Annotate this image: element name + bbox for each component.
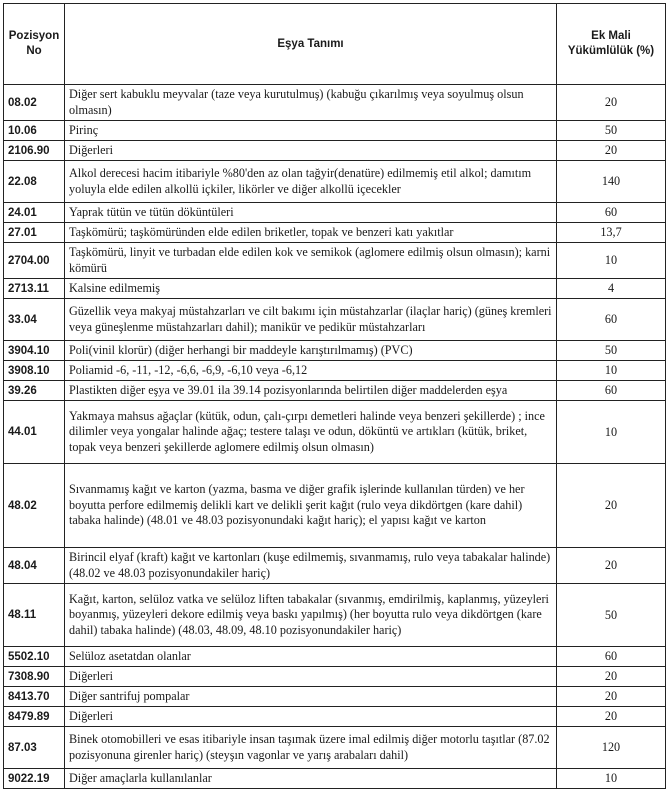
item-description: Selüloz asetatdan olanlar [65, 647, 557, 667]
table-row [4, 85, 666, 121]
position-code: 3904.10 [4, 341, 65, 361]
table-row [4, 687, 666, 707]
item-description: Taşkömürü, linyit ve turbadan elde edilen kok ve semikok (aglomere edilmiş olsun olmasın); karni kömürü [65, 243, 557, 279]
table-row [4, 279, 666, 299]
position-code: 22.08 [4, 161, 65, 203]
position-code: 2106.90 [4, 141, 65, 161]
extra-liability-rate: 140 [557, 161, 666, 203]
position-code: 44.01 [4, 401, 65, 464]
extra-liability-rate: 13,7 [557, 223, 666, 243]
extra-liability-rate: 20 [557, 707, 666, 727]
tariff-table [3, 3, 666, 789]
item-description: Diğer amaçlarla kullanılanlar [65, 769, 557, 789]
item-description: Taşkömürü; taşkömüründen elde edilen briketler, topak ve benzeri katı yakıtlar [65, 223, 557, 243]
position-code: 48.02 [4, 464, 65, 548]
extra-liability-rate: 60 [557, 381, 666, 401]
extra-liability-rate: 10 [557, 361, 666, 381]
extra-liability-rate: 60 [557, 299, 666, 341]
position-code: 48.04 [4, 548, 65, 584]
table-row [4, 707, 666, 727]
table-row [4, 727, 666, 769]
table-row [4, 243, 666, 279]
extra-liability-rate: 10 [557, 401, 666, 464]
position-code: 87.03 [4, 727, 65, 769]
item-description: Pirinç [65, 121, 557, 141]
extra-liability-rate: 20 [557, 464, 666, 548]
extra-liability-rate: 4 [557, 279, 666, 299]
position-code: 33.04 [4, 299, 65, 341]
header-extra-liability: Ek Mali Yükümlülük (%) [557, 4, 666, 85]
extra-liability-rate: 120 [557, 727, 666, 769]
position-code: 08.02 [4, 85, 65, 121]
table-row [4, 464, 666, 548]
table-row [4, 203, 666, 223]
extra-liability-rate: 50 [557, 341, 666, 361]
header-position-no: Pozisyon No [4, 4, 65, 85]
position-code: 9022.19 [4, 769, 65, 789]
position-code: 2713.11 [4, 279, 65, 299]
table-row [4, 141, 666, 161]
table-row [4, 584, 666, 647]
item-description: Plastikten diğer eşya ve 39.01 ila 39.14 pozisyonlarında belirtilen diğer maddelerden eşya [65, 381, 557, 401]
position-code: 8479.89 [4, 707, 65, 727]
extra-liability-rate: 50 [557, 121, 666, 141]
item-description: Kalsine edilmemiş [65, 279, 557, 299]
table-row [4, 161, 666, 203]
item-description: Diğer sert kabuklu meyvalar (taze veya kurutulmuş) (kabuğu çıkarılmış veya soyulmuş olsun olmasın) [65, 85, 557, 121]
table-row [4, 361, 666, 381]
item-description: Diğerleri [65, 141, 557, 161]
item-description: Birincil elyaf (kraft) kağıt ve kartonları (kuşe edilmemiş, sıvanmamış, rulo veya tabakalar halinde) (48.02 ve 48.03 pozisyonundakiler hariç) [65, 548, 557, 584]
extra-liability-rate: 20 [557, 85, 666, 121]
table-row [4, 299, 666, 341]
item-description: Poli(vinil klorür) (diğer herhangi bir maddeyle karıştırılmamış) (PVC) [65, 341, 557, 361]
table-row [4, 223, 666, 243]
position-code: 5502.10 [4, 647, 65, 667]
extra-liability-rate: 50 [557, 584, 666, 647]
item-description: Diğerleri [65, 707, 557, 727]
position-code: 2704.00 [4, 243, 65, 279]
extra-liability-rate: 20 [557, 141, 666, 161]
item-description: Güzellik veya makyaj müstahzarları ve cilt bakımı için müstahzarlar (ilaçlar hariç) (güneş kremleri veya güneşlenme müstahzarları dahil); manikür ve pedikür müstahzarları [65, 299, 557, 341]
extra-liability-rate: 10 [557, 243, 666, 279]
table-row [4, 381, 666, 401]
position-code: 24.01 [4, 203, 65, 223]
header-description: Eşya Tanımı [65, 4, 557, 85]
position-code: 39.26 [4, 381, 65, 401]
extra-liability-rate: 60 [557, 647, 666, 667]
item-description: Poliamid -6, -11, -12, -6,6, -6,9, -6,10 veya -6,12 [65, 361, 557, 381]
item-description: Diğerleri [65, 667, 557, 687]
table-row [4, 769, 666, 789]
extra-liability-rate: 20 [557, 667, 666, 687]
table-row [4, 341, 666, 361]
table-row [4, 121, 666, 141]
position-code: 48.11 [4, 584, 65, 647]
position-code: 8413.70 [4, 687, 65, 707]
item-description: Yakmaya mahsus ağaçlar (kütük, odun, çalı-çırpı demetleri halinde veya benzeri şekillerde) ; ince dilimler veya yongalar halinde ağaç; testere talaşı ve odun, döküntü ve artıkları (kütük, briket, topak veya benzeri şekillerde aglomere edilmiş olsun olmasın) [65, 401, 557, 464]
table-row [4, 401, 666, 464]
header-row [4, 4, 666, 85]
item-description: Yaprak tütün ve tütün döküntüleri [65, 203, 557, 223]
position-code: 10.06 [4, 121, 65, 141]
position-code: 3908.10 [4, 361, 65, 381]
extra-liability-rate: 20 [557, 687, 666, 707]
position-code: 27.01 [4, 223, 65, 243]
table-row [4, 647, 666, 667]
item-description: Sıvanmamış kağıt ve karton (yazma, basma ve diğer grafik işlerinde kullanılan türden) ve her boyutta perfore edilmemiş delikli kart ve delikli şerit kağıt (rulo veya dikdörtgen (kare dahil) tabaka halinde) (48.01 ve 48.03 pozisyonundaki kağıt hariç); el yapısı kağıt ve karton [65, 464, 557, 548]
item-description: Binek otomobilleri ve esas itibariyle insan taşımak üzere imal edilmiş diğer motorlu taşıtlar (87.02 pozisyonuna girenler hariç) (steyşın vagonlar ve yarış arabaları dahil) [65, 727, 557, 769]
extra-liability-rate: 10 [557, 769, 666, 789]
extra-liability-rate: 20 [557, 548, 666, 584]
position-code: 7308.90 [4, 667, 65, 687]
table-row [4, 548, 666, 584]
extra-liability-rate: 60 [557, 203, 666, 223]
item-description: Alkol derecesi hacim itibariyle %80'den az olan tağyir(denatüre) edilmemiş etil alkol; damıtım yoluyla elde edilen alkollü içkiler, likörler ve diğer alkollü içecekler [65, 161, 557, 203]
item-description: Diğer santrifuj pompalar [65, 687, 557, 707]
item-description: Kağıt, karton, selüloz vatka ve selüloz liften tabakalar (sıvanmış, emdirilmiş, kaplanmış, yüzeyleri boyanmış, yüzeyleri dekore edilmiş veya baskı yapılmış) (her boyutta rulo veya dikdörtgen (kare dahil) tabaka halinde) (48.03, 48.09, 48.10 pozisyonundakiler hariç) [65, 584, 557, 647]
table-row [4, 667, 666, 687]
